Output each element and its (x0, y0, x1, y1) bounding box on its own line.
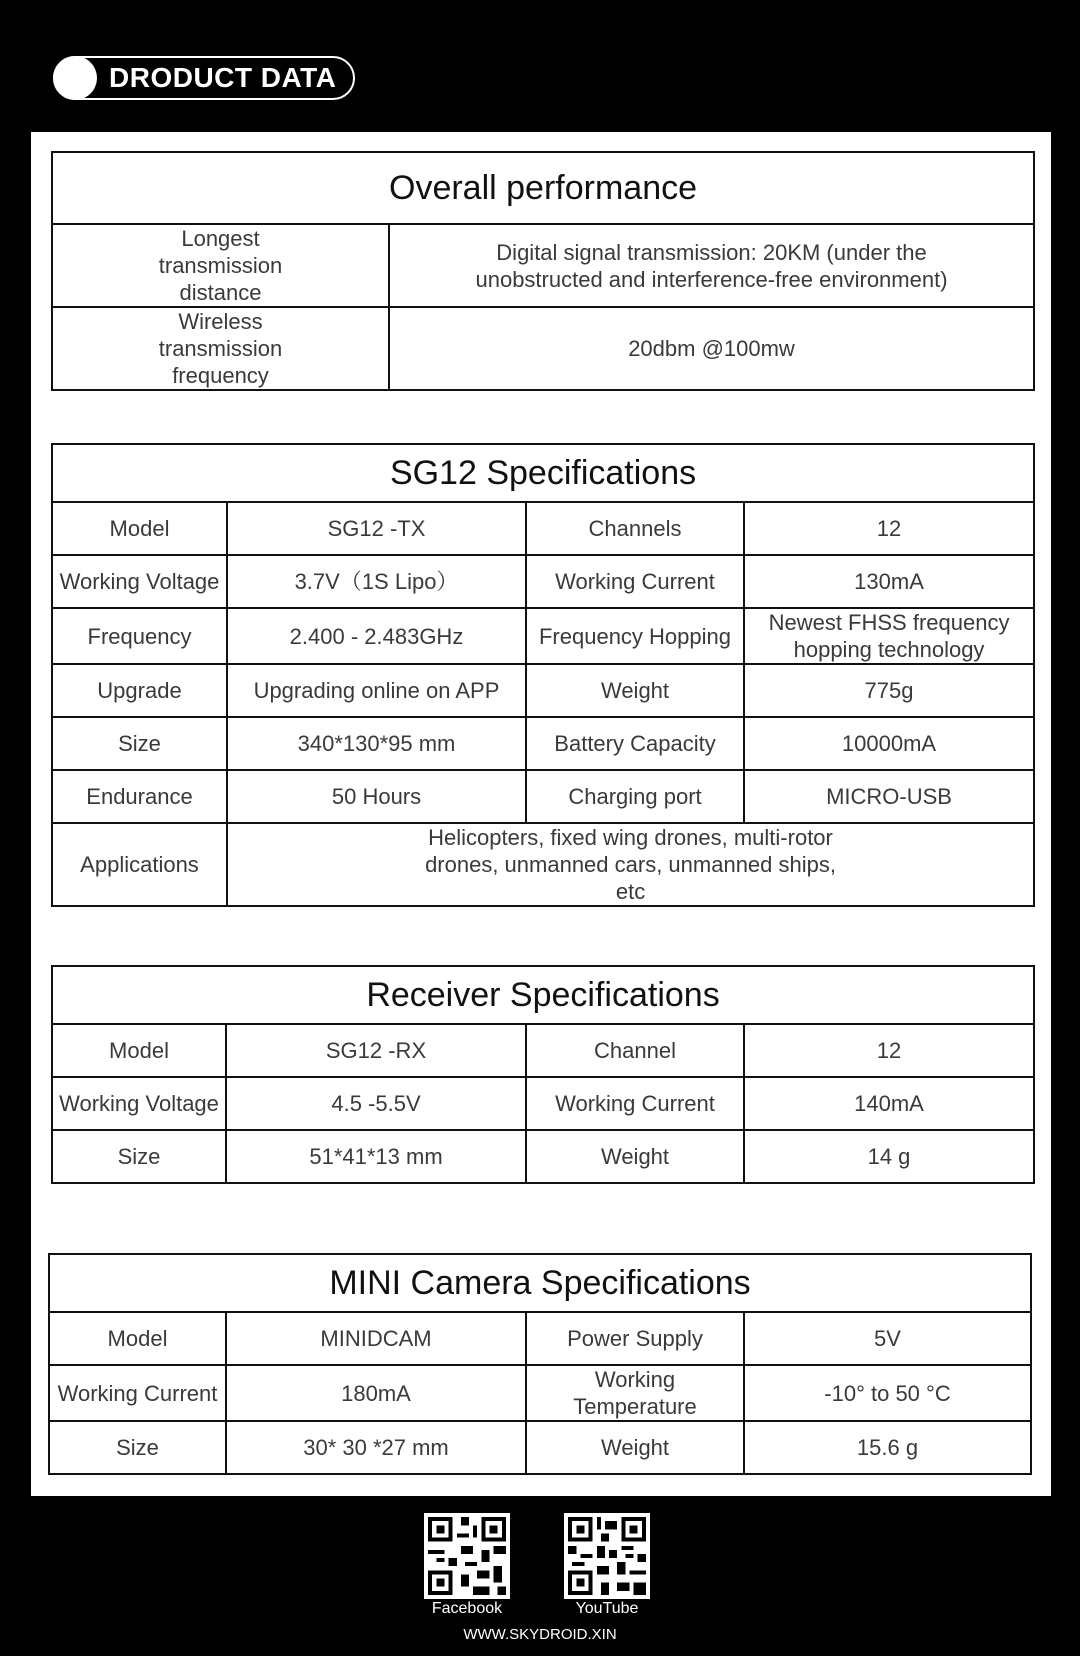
sg12-value: Upgrading online on APP (227, 664, 526, 717)
receiver-value: 140mA (744, 1077, 1034, 1130)
sg12-value: Newest FHSS frequency hopping technology (744, 608, 1034, 664)
overall-performance-table (51, 151, 1035, 391)
camera-label: Weight (526, 1421, 744, 1474)
website-link[interactable]: WWW.SKYDROID.XIN (463, 1626, 617, 1643)
table-row (52, 823, 1034, 906)
sg12-value: 50 Hours (227, 770, 526, 823)
sg12-label: Frequency (52, 608, 227, 664)
sg12-label: Working Voltage (52, 555, 227, 608)
header-dot-icon (53, 56, 97, 100)
camera-value: 30* 30 *27 mm (226, 1421, 526, 1474)
overall-label-frequency: Wireless transmission frequency (52, 307, 389, 390)
camera-label: Power Supply (526, 1312, 744, 1365)
receiver-value: 4.5 -5.5V (226, 1077, 526, 1130)
camera-value: 180mA (226, 1365, 526, 1421)
receiver-value: 51*41*13 mm (226, 1130, 526, 1183)
receiver-value: SG12 -RX (226, 1024, 526, 1077)
receiver-label: Channel (526, 1024, 744, 1077)
camera-label: Working Current (49, 1365, 226, 1421)
sg12-label: Model (52, 502, 227, 555)
sg12-spec-table (51, 443, 1035, 907)
table-row (52, 555, 1034, 608)
youtube-label[interactable]: YouTube (575, 1600, 639, 1617)
sg12-value: 2.400 - 2.483GHz (227, 608, 526, 664)
camera-value: 5V (744, 1312, 1031, 1365)
table-row (52, 770, 1034, 823)
camera-spec-table (48, 1253, 1032, 1475)
camera-label: Working Temperature (526, 1365, 744, 1421)
sg12-value: SG12 -TX (227, 502, 526, 555)
receiver-label: Size (52, 1130, 226, 1183)
camera-value: MINIDCAM (226, 1312, 526, 1365)
receiver-label: Working Voltage (52, 1077, 226, 1130)
camera-label: Model (49, 1312, 226, 1365)
receiver-value: 12 (744, 1024, 1034, 1077)
table-row (52, 717, 1034, 770)
section-header (53, 56, 355, 100)
sg12-label: Channels (526, 502, 744, 555)
overall-value-distance: Digital signal transmission: 20KM (under the unobstructed and interference-free environment) (389, 224, 1034, 307)
table-row (52, 307, 1034, 390)
sg12-value: 10000mA (744, 717, 1034, 770)
camera-value: -10° to 50 °C (744, 1365, 1031, 1421)
camera-title: MINI Camera Specifications (49, 1254, 1031, 1312)
table-row (52, 502, 1034, 555)
sg12-value: 3.7V（1S Lipo） (227, 555, 526, 608)
sg12-label: Size (52, 717, 227, 770)
table-row (52, 1077, 1034, 1130)
sg12-label: Working Current (526, 555, 744, 608)
receiver-label: Working Current (526, 1077, 744, 1130)
facebook-label[interactable]: Facebook (431, 1600, 503, 1617)
footer (0, 1510, 1080, 1656)
sg12-label: Charging port (526, 770, 744, 823)
sg12-label: Frequency Hopping (526, 608, 744, 664)
table-row (52, 608, 1034, 664)
sg12-label: Upgrade (52, 664, 227, 717)
table-row (52, 1130, 1034, 1183)
sg12-applications-label: Applications (52, 823, 227, 906)
sg12-label: Battery Capacity (526, 717, 744, 770)
sg12-title: SG12 Specifications (52, 444, 1034, 502)
sg12-value: 130mA (744, 555, 1034, 608)
sg12-value: 340*130*95 mm (227, 717, 526, 770)
sg12-applications-value: Helicopters, fixed wing drones, multi-rotor drones, unmanned cars, unmanned ships, etc (227, 823, 1034, 906)
sg12-label: Weight (526, 664, 744, 717)
table-row (49, 1421, 1031, 1474)
table-row (52, 224, 1034, 307)
sg12-value: 775g (744, 664, 1034, 717)
table-row (49, 1312, 1031, 1365)
youtube-qr-code-icon[interactable] (564, 1513, 650, 1599)
receiver-label: Weight (526, 1130, 744, 1183)
overall-title: Overall performance (52, 152, 1034, 224)
receiver-spec-table (51, 965, 1035, 1184)
table-row (52, 664, 1034, 717)
table-row (49, 1365, 1031, 1421)
sg12-value: MICRO-USB (744, 770, 1034, 823)
overall-label-distance: Longest transmission distance (52, 224, 389, 307)
sg12-value: 12 (744, 502, 1034, 555)
receiver-label: Model (52, 1024, 226, 1077)
overall-value-frequency: 20dbm @100mw (389, 307, 1034, 390)
receiver-title: Receiver Specifications (52, 966, 1034, 1024)
camera-label: Size (49, 1421, 226, 1474)
table-row (52, 1024, 1034, 1077)
facebook-qr-code-icon[interactable] (424, 1513, 510, 1599)
receiver-value: 14 g (744, 1130, 1034, 1183)
camera-value: 15.6 g (744, 1421, 1031, 1474)
sg12-label: Endurance (52, 770, 227, 823)
section-header-title: DRODUCT DATA (109, 62, 337, 93)
